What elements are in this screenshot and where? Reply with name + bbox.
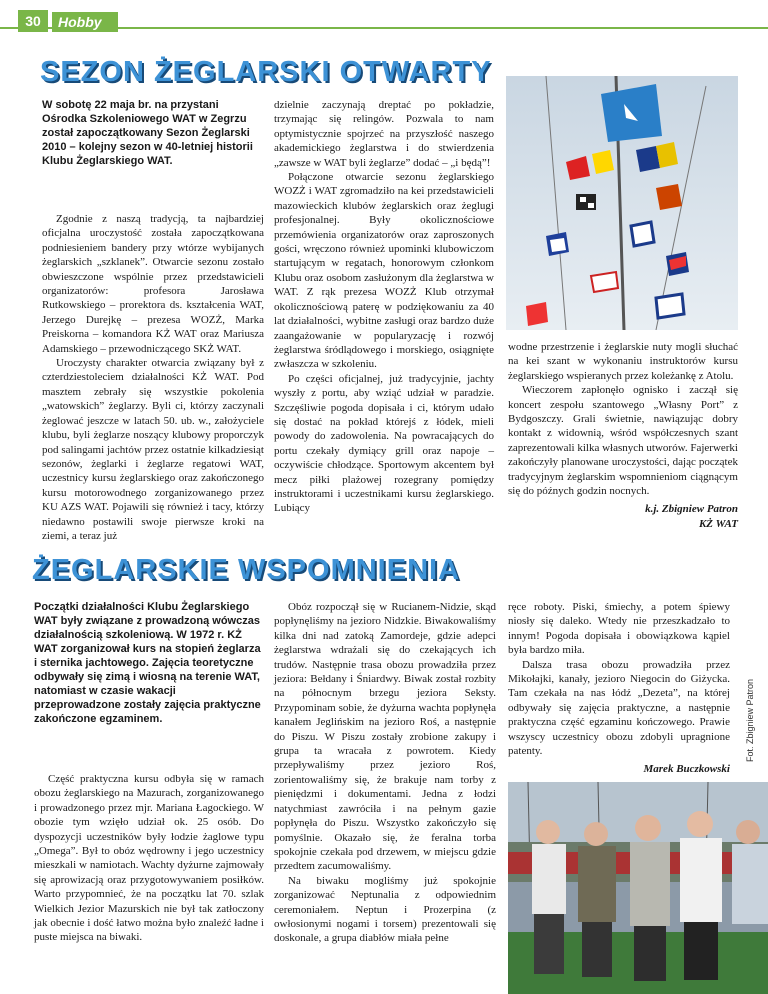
- paragraph: Po części oficjalnej, już tradycyjnie, jachty wyszły z portu, aby wziąć udział w paradzie. Szczęśliwie pogoda dopisała i ci, którym udało się dostać na pokład którejś z łódek, mieli powody do zadowolenia. Na powracających do portu czekały dymiący grill oraz napoje – oczywiście chłodzące. Sportowym akcentem był mecz piłki plażowej rozegrany pomiędzy instruktorami i uczestnikami kursu żeglarskiego. Lubiący: [274, 372, 494, 515]
- paragraph: Obóz rozpoczął się w Rucianem-Nidzie, skąd popłynęliśmy na jezioro Nidzkie. Biwakowaliśmy kilka dni nad zatoką Zamordeje, gdzie adepci żeglarstwa wdrażali się do czekających ich trudów. Następnie trasa obozu prowadziła przez jeziora: Bełdany i Śniardwy. Biwak został rozbity na północnym brzegu jeziora Seksty. Przypominam sobie, że dyżurna wachta popłynęła kanałem Jeglińskim na jezioro Roś, a następnie do Piszu. W Piszu zostały zrobione zakupy i grupa ta wracała z powrotem. Kiedy przepływaliśmy przez jezioro Roś, zorientowaliśmy się, że brakuje nam torby z pieniędzmi i dokumentami. Jedna z łodzi natychmiast zawróciła i na pełnym gazie popłynęła do Piszu. Wszystko zakończyło się pomyślnie. Okazało się, że feralna torba spokojnie czekała pod drzewem, w miejscu gdzie przedtem zacumowaliśmy.: [274, 601, 496, 873]
- photo-credit: Fot. Zbigniew Patron: [745, 678, 755, 762]
- page-number: 30: [18, 10, 48, 32]
- article1-lead: W sobotę 22 maja br. na przystani Ośrodka Szkoleniowego WAT w Zegrzu został zapoczątkowany Sezon Żeglarski 2010 – kolejny sezon w 40-letniej historii Klubu Żeglarskiego WAT.: [42, 99, 253, 167]
- section-label: Hobby: [52, 12, 118, 32]
- signature: k.j. Zbigniew Patron: [645, 503, 738, 516]
- article2-column-2: [274, 600, 496, 946]
- article2-column-3: [508, 600, 730, 777]
- article2-column-1: [34, 600, 264, 945]
- group-photo: [508, 782, 768, 994]
- article1-column-2: [274, 98, 494, 516]
- article1-column-1: [42, 98, 264, 543]
- article2-title: ŻEGLARSKIE WSPOMNIENIA: [32, 554, 461, 586]
- paragraph: wodne przestrzenie i żeglarskie nuty mogli słuchać na kei szant w wykonaniu instruktorów kursu żeglarskiego wspieranych przez koleżankę z Atolu.: [508, 341, 738, 382]
- page-header: [0, 0, 768, 46]
- paragraph: Część praktyczna kursu odbyła się w ramach obozu żeglarskiego na Mazurach, zorganizowanego i prowadzonego przez mjr. Mariana Łagockiego. W obozie tym wzięło udział ok. 25 osób. Do dyspozycji uczestników były łodzie żaglowe typu „Omega”. Był to obóz wędrowny i jego uczestnicy mieszkali w namiotach. Wachty dyżurne zajmowały się aprowizacją oraz przygotowywaniem posiłków. Warto przypomnieć, że na początku lat 70. szlak Wielkich Jezior Mazurskich nie był tak zatłoczony jak obecnie i dość łatwo można było znaleźć ładne i puste miejsca na biwaki.: [34, 773, 264, 944]
- paragraph: Uroczysty charakter otwarcia związany był z czterdziestoleciem działalności KŻ WAT. Pod masztem zebrały się wszystkie pokolenia „watowskich” żeglarzy. Byli ci, którzy zaczynali żeglować jeszcze w latach 50. ub. w., założyciele klubu, byli żeglarze noszący klubowy proporczyk pod salingami jachtów przez ostatnie kilkadziesiąt sezonów, żeglarki i żeglarze regatowi WAT, uczestnicy kursu żeglarskiego oraz zakończonego kursu motorowodnego zorganizowanego przez KU AZS WAT. Pojawili się również i tacy, którzy niedawno postawili swoje pierwsze kroki na ziemi, a teraz już: [42, 357, 264, 542]
- paragraph: Na biwaku mogliśmy już spokojnie zorganizować Neptunalia z odpowiednim ceremoniałem. Neptun i Prozerpina (z owłosionymi nogami i torsem) prezentowali się doskonale, a grupa diabłów miała pełne: [274, 874, 496, 945]
- article1-title: SEZON ŻEGLARSKI OTWARTY: [40, 56, 492, 88]
- paragraph: Zgodnie z naszą tradycją, ta najbardziej oficjalna uroczystość została zapoczątkowana podniesieniem bandery przy wtórze wybijanych żeglarskich „szklanek”. Otwarcie sezonu zostało obwieszczone wspólnie przez przedstawicieli organizatorów: profesora Jarosława Rutkowskiego – prorektora ds. kształcenia WAT, Jerzego Durejkę – prezesa WOZŻ, Marka Preiskorna – komandora KŻ WAT oraz Mariusza Adamskiego – przewodniczącego SKŻ WAT.: [42, 213, 264, 355]
- signature: Marek Buczkowski: [643, 763, 730, 776]
- paragraph: Wieczorem zapłonęło ognisko i zaczął się koncert zespołu szantowego „Własny Port” z Bydgoszczy. Grali świetnie, nawiązując dobry kontakt z widownią, wśród współczesnych szant zaprezentowali kilka własnych utworów. Fajerwerki zakończyły planowane uroczystości, dając początek tradycyjnym żeglarskim wspomnieniom ciągnącym się do późnych godzin nocnych.: [508, 384, 738, 498]
- paragraph: dzielnie zaczynają dreptać po pokładzie, trzymając się relingów. Pozwala to nam optymistycznie spojrzeć na przyszłość naszego akademickiego żeglarstwa i do stwierdzenia „zawsze w WAT byli żeglarze” dodać – „i będą”!: [274, 99, 494, 169]
- paragraph: ręce roboty. Piski, śmiechy, a potem śpiewy niosły się daleko. Wtedy nie przeszkadzało to innym! Pogoda dopisała i obowiązkowa kąpiel była bardzo miła.: [508, 601, 730, 657]
- article1-column-3: [508, 340, 738, 531]
- signature-org: KŻ WAT: [698, 517, 738, 530]
- paragraph: Połączone otwarcie sezonu żeglarskiego WOZŻ i WAT zgromadziło na kei przedstawicieli mazowieckich klubów żeglarskich oraz żeglugi profesjonalnej. Były okolicznościowe przemówienia organizatorów oraz zaproszonych gości, wręczono również upominki klubowiczom startującym w regatach, honorowym członkom Klubu oraz osobom zasłużonym dla żeglarstwa w WAT. Z rąk prezesa WOZŻ Klub otrzymał okolicznościową paterę w podziękowaniu za 40 lat działalności, wybitne zasługi oraz bardzo duże zaangażowanie w popularyzację i rozwój żeglarstwa śródlądowego i morskiego, osiągnięte zwłaszcza w szkoleniu.: [274, 171, 494, 371]
- article2-lead: Początki działalności Klubu Żeglarskiego WAT były związane z prowadzoną wówczas działalnością szkoleniową. W 1972 r. KŻ WAT zorganizował kurs na stopień żeglarza i sternika jachtowego. Zajęcia teoretyczne odbywały się zimą i wiosną na terenie WAT, natomiast w czasie wakacji przeprowadzone zostały zajęcia praktyczne zakończone egzaminem.: [34, 601, 261, 725]
- paragraph: Dalsza trasa obozu prowadziła przez Mikołajki, kanały, jezioro Niegocin do Giżycka. Tam czekała na nas łódź „Dezeta”, na której odbywały się zajęcia praktyczne, a następnie praktyczna część egzaminu kończowego. Prawie wszyscy uczestnicy obozu zdobyli upragnione patenty.: [508, 658, 730, 758]
- flags-photo: [506, 76, 738, 330]
